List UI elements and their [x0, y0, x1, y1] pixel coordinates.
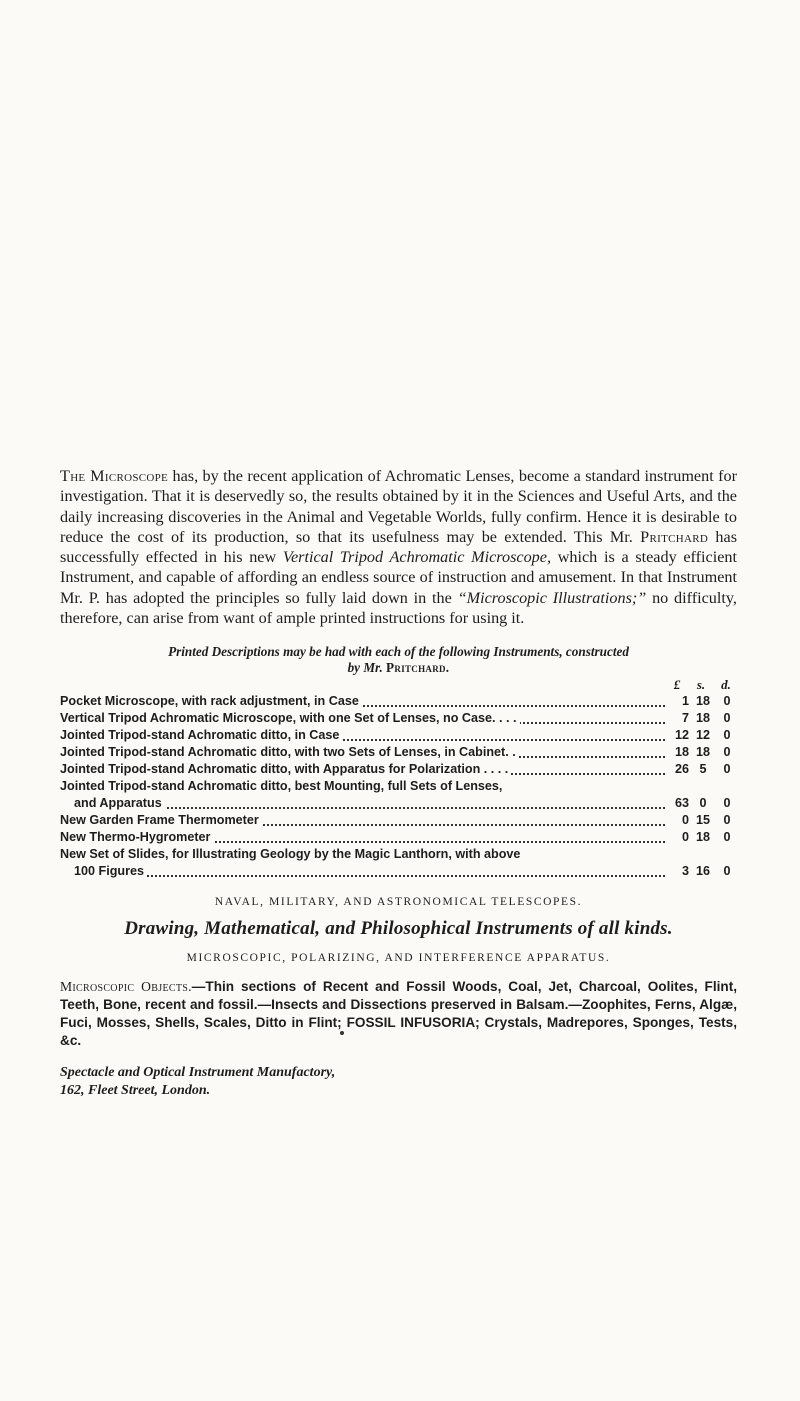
caption-line-2-prefix: by Mr. [347, 660, 387, 676]
item-pence: 0 [723, 830, 731, 845]
item-pounds: 0 [681, 813, 689, 828]
item-pounds: 18 [674, 745, 689, 760]
item-description: Jointed Tripod-stand Achromatic ditto, in Case [60, 728, 342, 742]
item-shillings: 15 [695, 813, 710, 828]
price-list [60, 693, 737, 880]
item-pence: 0 [723, 813, 731, 828]
item-shillings: 12 [695, 728, 710, 743]
objects-lead-caps: Microscopic Objects. [60, 979, 192, 995]
item-shillings: 5 [699, 762, 707, 777]
item-description-line-1: New Set of Slides, for Illustrating Geology by the Magic Lanthorn, with above [60, 847, 521, 862]
price-list-item [60, 812, 737, 829]
item-pounds: 1 [681, 694, 689, 709]
item-pounds: 7 [681, 711, 689, 726]
intro-text-3: which is a steady efficient Instrument, and capable of affording an endless source of instruction and amusement. In that Instrument Mr. P. has adopted the principles so fully laid down in the [60, 548, 738, 607]
item-shillings: 16 [695, 864, 710, 879]
intro-paragraph [60, 466, 737, 628]
item-pence: 0 [723, 728, 731, 743]
price-list-item [60, 863, 737, 880]
item-description: Vertical Tripod Achromatic Microscope, with one Set of Lenses, no Case. . . . [60, 711, 520, 725]
item-description-line-1: Jointed Tripod-stand Achromatic ditto, best Mounting, full Sets of Lenses, [60, 779, 503, 794]
item-description: Pocket Microscope, with rack adjustment, in Case [60, 694, 362, 708]
item-pence: 0 [723, 796, 731, 811]
manufactory-address [60, 1064, 737, 1100]
item-pence: 0 [723, 694, 731, 709]
intro-lead-caps: The Microscope [60, 467, 169, 485]
item-shillings: 18 [695, 830, 710, 845]
shillings-header: s. [696, 677, 706, 693]
item-shillings: 18 [695, 745, 710, 760]
intro-instrument-name: Vertical Tripod Achromatic Microscope, [282, 548, 551, 567]
objects-text: —Thin sections of Recent and Fossil Woods, Coal, Jet, Charcoal, Oolites, Flint, Teeth, Bone, recent and fossil.—Insects and Dissections preserved in Balsam.—Zoophites, Ferns, Algæ, Fuci, Mosses, Shells, Scales, Ditto in Flint; FOSSIL INFUSORIA; Crystals, Madrepores, Sponges, Tests, &c. [60, 979, 738, 1049]
objects-paragraph [60, 978, 737, 1050]
address-line-2: 162, Fleet Street, London. [60, 1083, 211, 1099]
item-pence: 0 [723, 745, 731, 760]
item-pence: 0 [723, 711, 731, 726]
intro-book-title: “Microscopic Illustrations;” [457, 588, 647, 607]
advertisement-page [60, 466, 737, 1100]
item-description: New Garden Frame Thermometer [60, 813, 262, 827]
price-list-item [60, 744, 737, 761]
item-description: Jointed Tripod-stand Achromatic ditto, with two Sets of Lenses, in Cabinet. . [60, 745, 519, 759]
pence-header: d. [721, 677, 731, 693]
item-description: 100 Figures [74, 864, 147, 878]
item-description: New Thermo-Hygrometer [60, 830, 213, 844]
drawing-instruments-heading: Drawing, Mathematical, and Philosophical Instruments of all kinds. [124, 918, 673, 940]
item-shillings: 18 [695, 711, 710, 726]
apparatus-heading: MICROSCOPIC, POLARIZING, AND INTERFERENCE APPARATUS. [186, 952, 611, 965]
intro-text-4: no difficulty, therefore, can arise from want of ample printed instructions for using it. [60, 588, 737, 628]
intro-text-2: has successfully effected in his new [60, 527, 738, 567]
item-shillings: 18 [695, 694, 710, 709]
item-pounds: 12 [674, 728, 689, 743]
price-list-item [60, 727, 737, 744]
price-column-header [60, 676, 737, 693]
caption-line-2-name: Pritchard. [386, 660, 450, 676]
address-line-1: Spectacle and Optical Instrument Manufactory, [60, 1065, 336, 1081]
item-pence: 0 [723, 762, 731, 777]
intro-text-1: has, by the recent application of Achromatic Lenses, become a standard instrument for investigation. That it is deservedly so, the results obtained by it in the Sciences and Useful Arts, and the daily increasing discoveries in the Animal and Vegetable Worlds, fully confirm. Hence it is desirable to reduce the cost of its production, so that its usefulness may be extended. This Mr. [60, 467, 737, 546]
item-pounds: 3 [681, 864, 689, 879]
price-list-item [60, 795, 737, 812]
price-list-item [60, 710, 737, 727]
price-list-item [60, 693, 737, 710]
item-description: and Apparatus [74, 796, 165, 810]
item-pence: 0 [723, 864, 731, 879]
pounds-header: £ [673, 677, 681, 693]
intro-name-caps: Pritchard [640, 527, 709, 546]
item-pounds: 63 [674, 796, 689, 811]
price-list-item [60, 761, 737, 778]
item-description: Jointed Tripod-stand Achromatic ditto, with Apparatus for Polarization . . . . [60, 762, 511, 776]
price-list-item [60, 829, 737, 846]
item-shillings: 0 [699, 796, 707, 811]
item-pounds: 26 [674, 762, 689, 777]
item-pounds: 0 [681, 830, 689, 845]
descriptions-caption [60, 644, 737, 676]
telescopes-heading: NAVAL, MILITARY, AND ASTRONOMICAL TELESCOPES. [214, 896, 583, 909]
ink-dot [340, 1031, 344, 1035]
caption-line-1: Printed Descriptions may be had with each of the following Instruments, constructed [168, 644, 629, 660]
